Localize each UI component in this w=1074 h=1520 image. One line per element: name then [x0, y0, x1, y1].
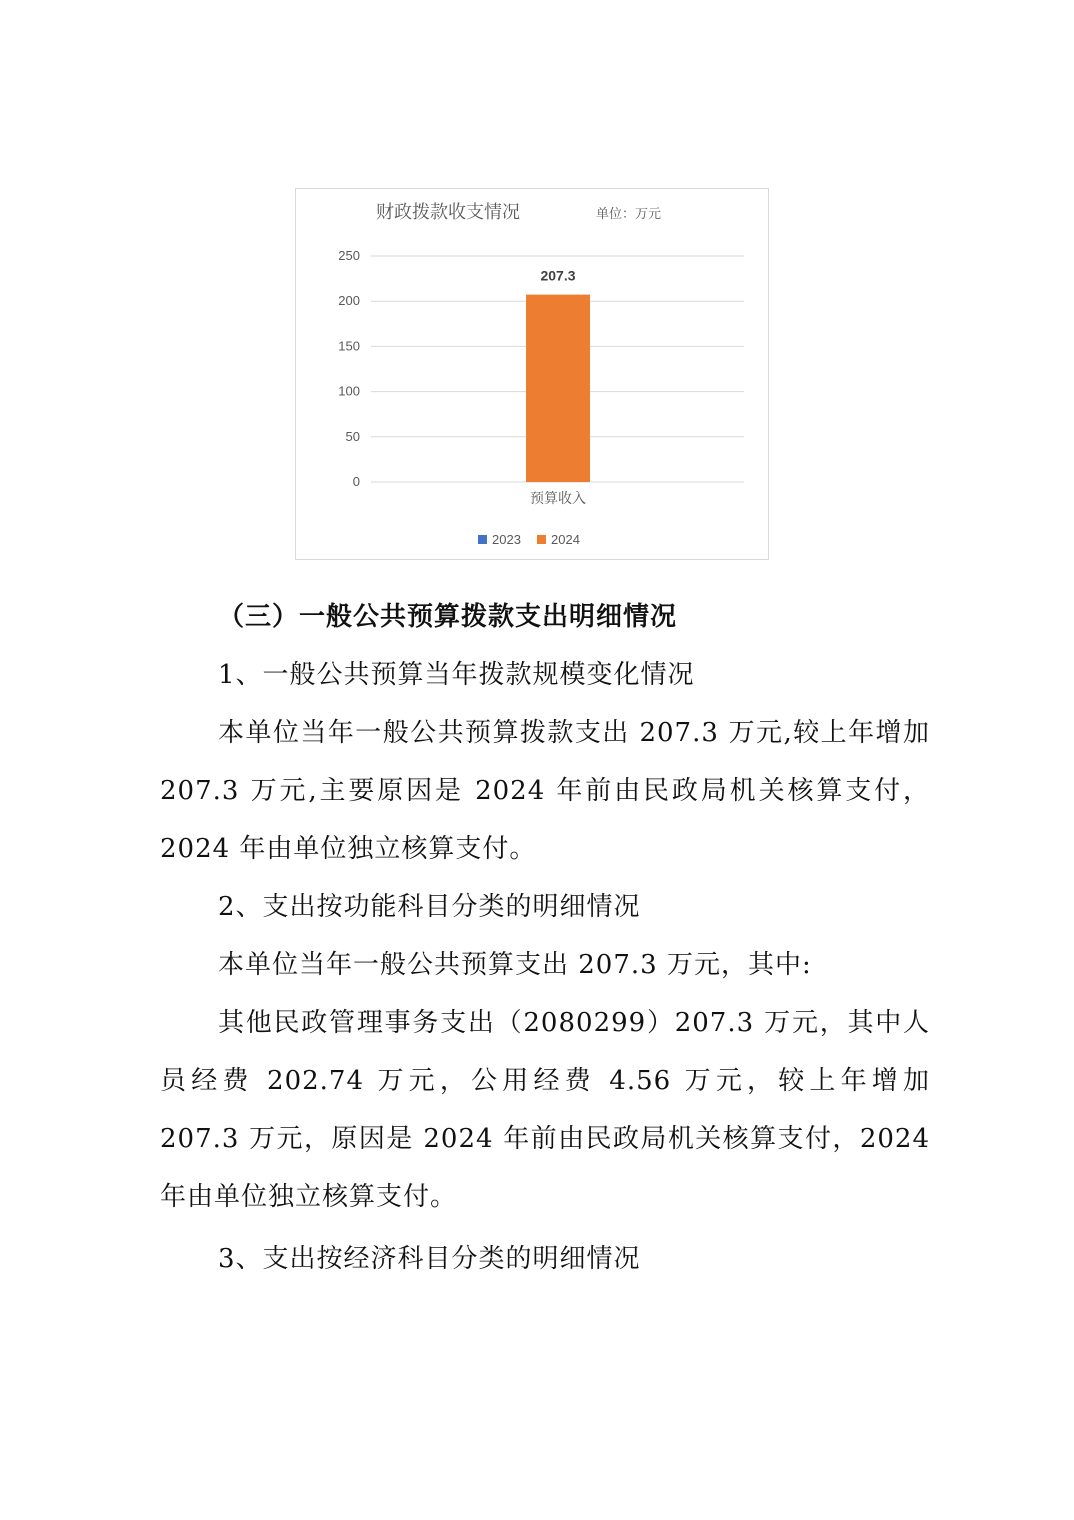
y-tick-label-100: 100	[338, 383, 360, 399]
item1-title: 1、一般公共预算当年拨款规模变化情况	[218, 660, 695, 690]
chart-container	[295, 188, 769, 560]
legend-label-2024: 2024	[551, 532, 580, 547]
y-tick-label-0: 0	[352, 474, 360, 489]
y-tick-label-200: 200	[338, 293, 360, 309]
y-tick-label-150: 150	[338, 338, 360, 354]
x-category-label: 预算收入	[530, 490, 586, 506]
chart-unit-label: 单位：万元	[596, 206, 662, 221]
bar-chart	[296, 189, 770, 561]
item2-body-intro: 本单位当年一般公共预算支出 207.3 万元，其中:	[218, 950, 812, 980]
legend-label-2023: 2023	[492, 532, 521, 547]
data-label-2024: 207.3	[540, 267, 576, 284]
y-tick-label-50: 50	[345, 428, 360, 444]
section-heading: （三）一般公共预算拨款支出明细情况	[218, 602, 678, 632]
document-body	[160, 588, 930, 1288]
item2-title: 2、支出按功能科目分类的明细情况	[218, 892, 641, 922]
item3-title: 3、支出按经济科目分类的明细情况	[218, 1244, 641, 1274]
legend-swatch-2023	[478, 535, 487, 544]
chart-title: 财政拨款收支情况	[376, 202, 520, 222]
item2-body-detail: 其他民政管理事务支出（2080299）207.3 万元，其中人员经费 202.74 万元，公用经费 4.56 万元，较上年增加 207.3 万元，原因是 2024 年前由民政局机关核算支付，2024 年由单位独立核算支付。	[160, 1008, 930, 1212]
item1-body: 本单位当年一般公共预算拨款支出 207.3 万元,较上年增加 207.3 万元,主要原因是 2024 年前由民政局机关核算支付，2024 年由单位独立核算支付。	[160, 718, 930, 864]
legend-swatch-2024	[537, 535, 546, 544]
bar-2024	[526, 295, 590, 482]
y-tick-label-250: 250	[338, 248, 360, 263]
